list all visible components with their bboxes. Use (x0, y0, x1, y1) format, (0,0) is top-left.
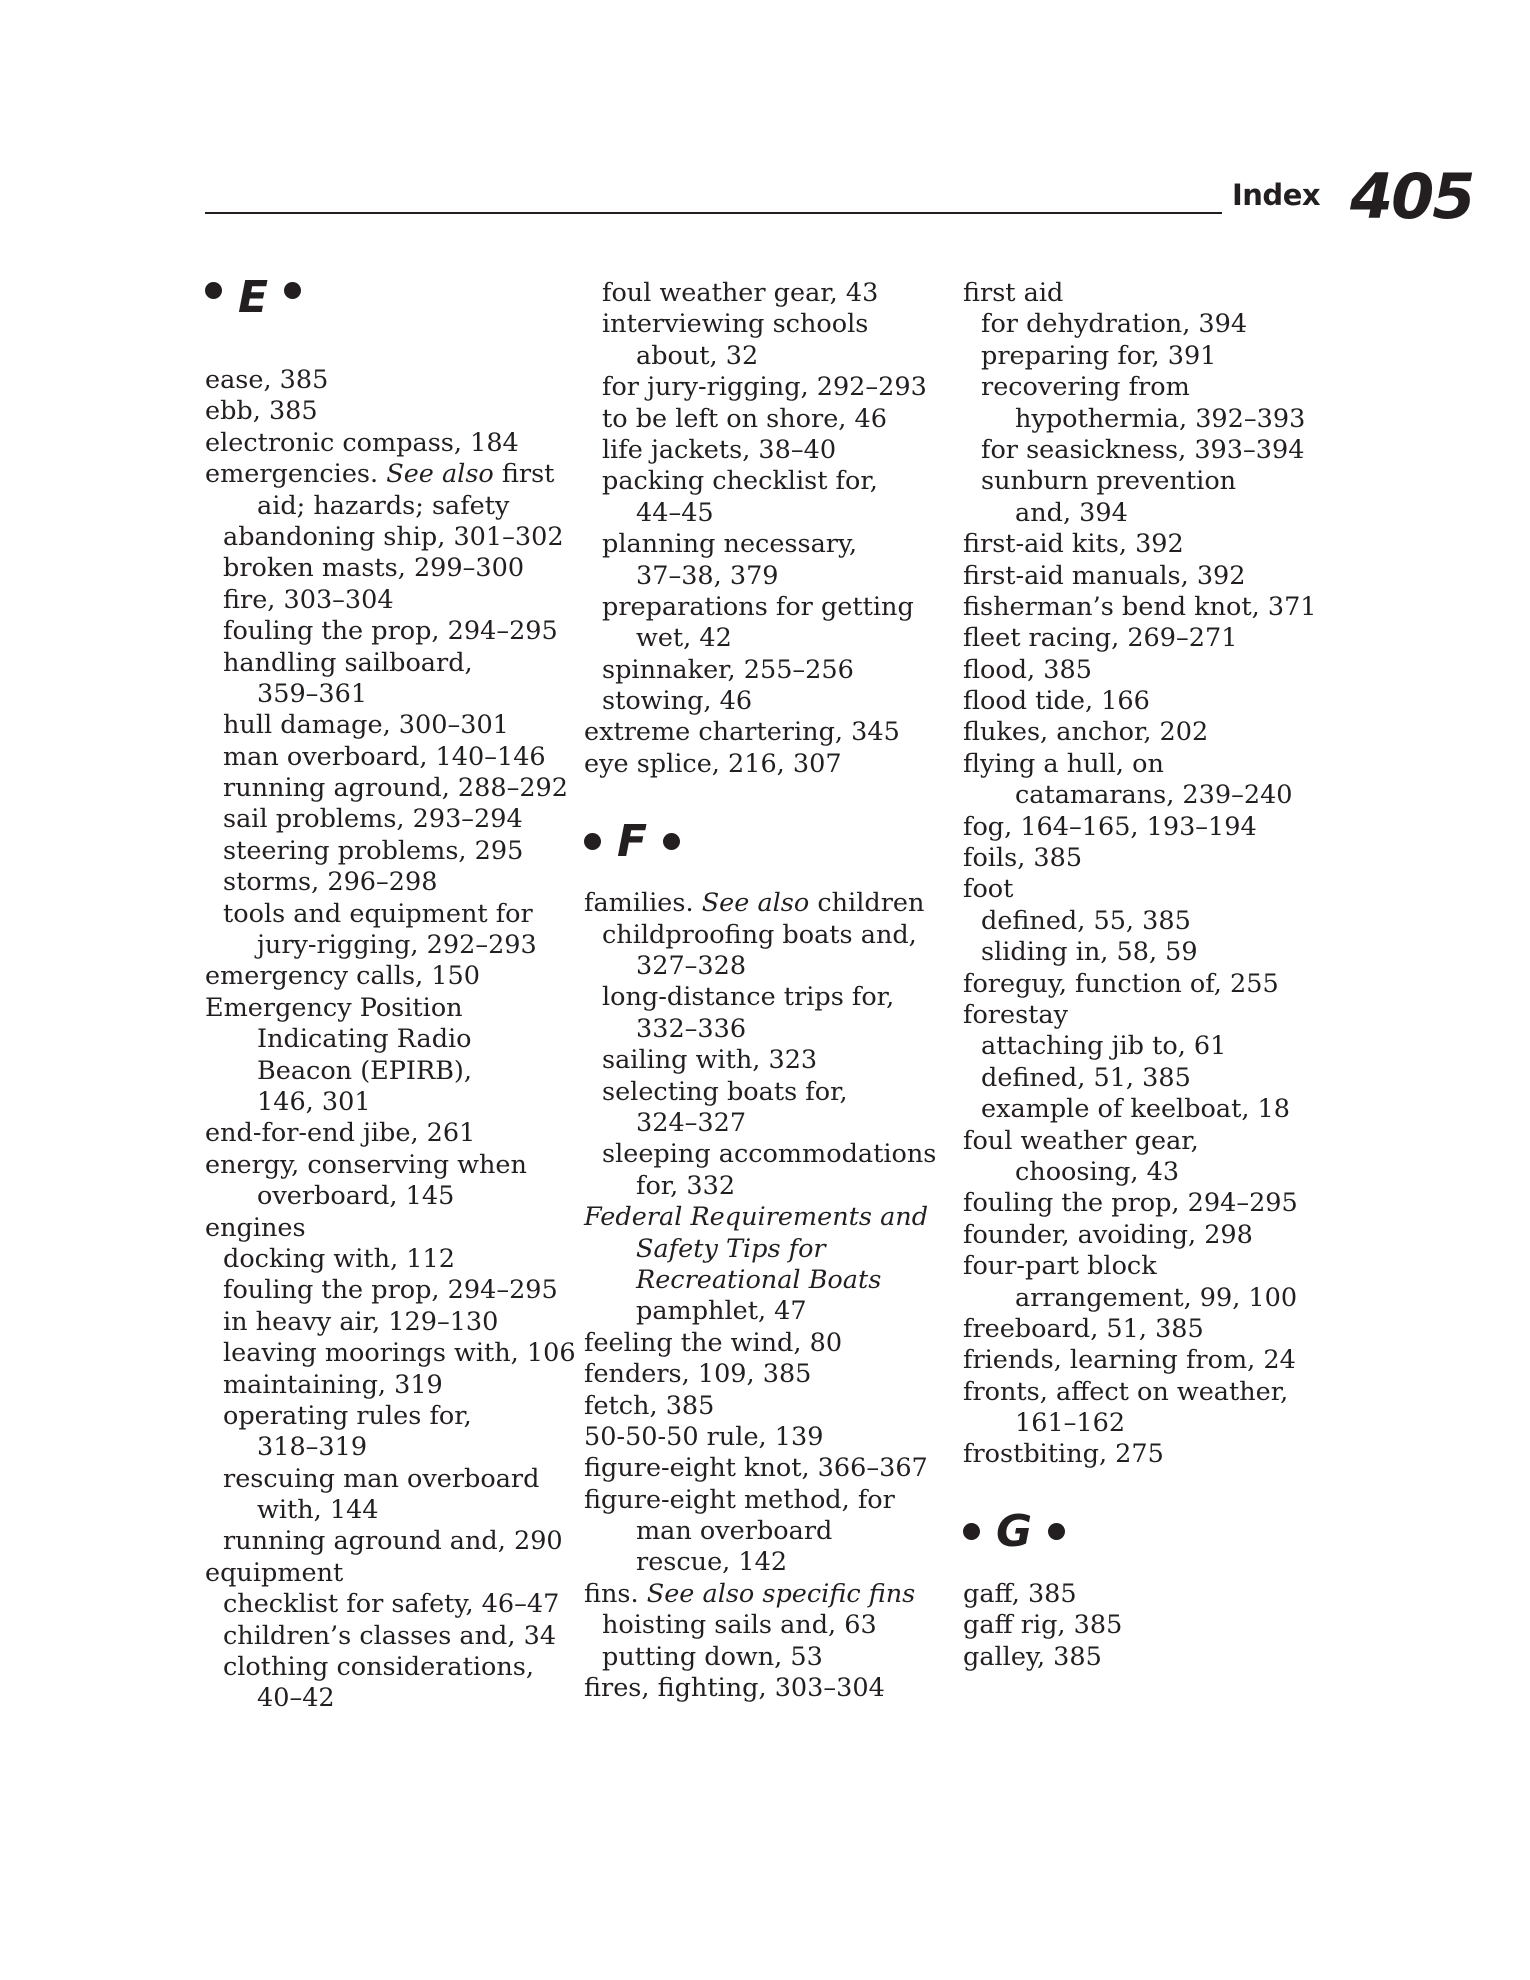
index-entry (963, 1610, 1333, 1641)
index-subentry (584, 686, 954, 717)
index-subentry (963, 309, 1333, 340)
entry-text: wet, 42 (636, 623, 732, 654)
entry-text: fouling the prop, 294–295 (963, 1188, 1298, 1219)
index-subentry (205, 1652, 565, 1683)
entry-text: defined, 55, 385 (981, 905, 1191, 936)
index-subentry (584, 1077, 954, 1108)
entry-text: ebb, 385 (205, 396, 318, 427)
entry-text: children’s classes and, 34 (223, 1620, 557, 1651)
index-subentry (963, 341, 1333, 372)
entry-text: sliding in, 58, 59 (981, 937, 1198, 968)
section-heading (963, 1485, 1333, 1579)
entry-text: foot (963, 874, 1014, 905)
index-entry (205, 961, 565, 992)
entry-text: gaff rig, 385 (963, 1610, 1123, 1641)
index-entry-continuation (205, 1056, 565, 1087)
entry-text: and, 394 (1015, 497, 1128, 528)
entry-text: foul weather gear, 43 (602, 278, 879, 308)
entry-text: maintaining, 319 (223, 1369, 443, 1400)
index-subentry (584, 309, 954, 340)
index-entry-continuation (205, 1683, 565, 1714)
entry-text: handling sailboard, (223, 647, 473, 678)
entry-text: Safety Tips for (636, 1233, 826, 1264)
index-entry-continuation (963, 1408, 1333, 1439)
entry-text: for dehydration, 394 (981, 309, 1248, 340)
index-entry-continuation (205, 1024, 565, 1055)
index-subentry (205, 804, 565, 835)
bullet-icon (284, 282, 301, 299)
entry-text: with, 144 (257, 1495, 379, 1526)
index-entry (963, 843, 1333, 874)
index-entry (963, 749, 1333, 780)
index-subentry (584, 404, 954, 435)
index-subentry (205, 867, 565, 898)
entry-text: planning necessary, (602, 529, 858, 560)
entry-text: eye splice, 216, 307 (584, 748, 842, 779)
index-entry-continuation (205, 1087, 565, 1118)
index-subentry (205, 773, 569, 804)
entry-text: clothing considerations, (223, 1652, 534, 1683)
index-entry-continuation (584, 1108, 954, 1139)
index-subentry (584, 1139, 954, 1170)
index-entry (205, 365, 565, 396)
index-subentry (205, 710, 565, 741)
entry-text: abandoning ship, 301–302 (223, 521, 564, 552)
entry-text: ease, 385 (205, 365, 329, 395)
entry-text: hoisting sails and, 63 (602, 1610, 877, 1641)
entry-text: attaching jib to, 61 (981, 1031, 1227, 1062)
entry-text: fisherman’s bend knot, 371 (963, 591, 1317, 622)
entry-text: defined, 51, 385 (981, 1062, 1191, 1093)
bullet-icon (205, 282, 222, 299)
entry-text: Emergency Position (205, 992, 463, 1023)
index-subentry (205, 742, 565, 773)
index-entry (963, 561, 1333, 592)
index-subentry (963, 435, 1333, 466)
entry-text: fouling the prop, 294–295 (223, 1275, 558, 1306)
entry-text: leaving moorings with, 106 (223, 1338, 576, 1369)
index-entry (205, 428, 565, 459)
index-entry (963, 1439, 1333, 1470)
entry-text: 146, 301 (257, 1086, 371, 1117)
index-entry (963, 812, 1333, 843)
index-entry-continuation (584, 1014, 954, 1045)
entry-text: operating rules for, (223, 1400, 472, 1431)
index-subentry (205, 899, 565, 930)
index-entry (584, 888, 954, 919)
entry-text: for seasickness, 393–394 (981, 434, 1305, 465)
entry-text: fetch, 385 (584, 1390, 715, 1421)
entry-text: arrangement, 99, 100 (1015, 1282, 1298, 1313)
entry-text: childproofing boats and, (602, 919, 917, 950)
entry-text: Indicating Radio (257, 1024, 472, 1055)
index-entry-continuation (584, 1265, 954, 1296)
entry-text: interviewing schools (602, 309, 869, 340)
entry-text: emergencies. (205, 459, 387, 490)
index-subentry (205, 1464, 565, 1495)
entry-text: preparations for getting (602, 591, 914, 622)
index-entry-continuation (584, 1296, 954, 1327)
index-entry-continuation (205, 1495, 565, 1526)
index-subentry (584, 1610, 954, 1641)
entry-text: for jury-rigging, 292–293 (602, 372, 927, 403)
entry-text: 161–162 (1015, 1408, 1126, 1439)
entry-text: See also (386, 459, 494, 490)
entry-text: gaff, 385 (963, 1578, 1077, 1609)
section-letter: G (996, 1506, 1033, 1558)
entry-text: man overboard (636, 1516, 833, 1547)
index-entry-continuation (963, 780, 1333, 811)
index-entry (584, 717, 954, 748)
entry-text: running aground and, 290 (223, 1526, 563, 1557)
entry-text: putting down, 53 (602, 1641, 823, 1672)
entry-text: preparing for, 391 (981, 340, 1217, 371)
section-letter: E (238, 272, 269, 323)
entry-text: emergency calls, 150 (205, 961, 480, 992)
index-subentry (963, 466, 1333, 497)
entry-text: hull damage, 300–301 (223, 710, 509, 741)
entry-text: tools and equipment for (223, 898, 533, 929)
entry-text: foul weather gear, (963, 1125, 1199, 1156)
entry-text: four-part block (963, 1251, 1157, 1282)
entry-text: electronic compass, 184 (205, 427, 519, 458)
index-entry (584, 1359, 954, 1390)
index-entry (963, 969, 1333, 1000)
index-entry (205, 993, 565, 1024)
entry-text: pamphlet, 47 (636, 1296, 807, 1327)
entry-text: rescuing man overboard (223, 1463, 540, 1494)
index-subentry (205, 648, 565, 679)
index-entry-continuation (584, 951, 954, 982)
index-entry (963, 623, 1333, 654)
entry-text: first-aid manuals, 392 (963, 560, 1246, 591)
index-subentry (963, 372, 1333, 403)
page-number: 405 (1350, 160, 1474, 233)
index-column-2 (584, 278, 954, 1704)
index-entry (963, 1251, 1333, 1282)
index-subentry (205, 553, 565, 584)
index-entry (963, 1642, 1333, 1673)
index-entry (963, 1126, 1333, 1157)
index-entry (963, 874, 1333, 905)
entry-text: frostbiting, 275 (963, 1439, 1164, 1470)
entry-text: families. (584, 888, 702, 919)
bullet-icon (584, 833, 601, 850)
entry-text: Federal Requirements and (584, 1202, 929, 1233)
entry-text: equipment (205, 1557, 344, 1588)
section-letter: F (617, 815, 648, 867)
entry-text: 40–42 (257, 1683, 335, 1714)
entry-text: fleet racing, 269–271 (963, 623, 1238, 654)
entry-text: overboard, 145 (257, 1181, 455, 1212)
index-entry (963, 1377, 1333, 1408)
index-subentry (205, 1244, 565, 1275)
entry-text: figure-eight knot, 366–367 (584, 1453, 928, 1484)
entry-text: children (809, 888, 925, 919)
index-entry (205, 396, 565, 427)
entry-text: flood tide, 166 (963, 686, 1150, 717)
running-header-label: Index (1232, 178, 1321, 212)
entry-text: engines (205, 1212, 306, 1243)
entry-text: 332–336 (636, 1013, 747, 1044)
entry-text: fronts, affect on weather, (963, 1376, 1289, 1407)
index-subentry (205, 616, 565, 647)
index-entry-continuation (205, 930, 565, 961)
index-subentry (205, 836, 565, 867)
index-entry-continuation (584, 498, 954, 529)
entry-text: recovering from (981, 372, 1190, 403)
index-subentry (584, 466, 954, 497)
entry-text: life jackets, 38–40 (602, 434, 837, 465)
index-entry-continuation (205, 1432, 565, 1463)
index-entry-continuation (205, 679, 565, 710)
index-entry (584, 1453, 954, 1484)
entry-text: forestay (963, 999, 1069, 1030)
entry-text: flying a hull, on (963, 748, 1164, 779)
entry-text: 318–319 (257, 1432, 368, 1463)
index-entry (584, 1202, 954, 1233)
entry-text: choosing, 43 (1015, 1156, 1180, 1187)
entry-text: founder, avoiding, 298 (963, 1219, 1253, 1250)
entry-text: flukes, anchor, 202 (963, 717, 1209, 748)
entry-text: first aid (963, 278, 1064, 308)
index-entry-continuation (963, 498, 1333, 529)
index-entry (963, 1188, 1333, 1219)
bullet-icon (1048, 1523, 1065, 1540)
index-entry (205, 1150, 565, 1181)
index-entry (584, 1328, 954, 1359)
entry-text: foils, 385 (963, 843, 1083, 874)
entry-text: packing checklist for, (602, 466, 878, 497)
entry-text: to be left on shore, 46 (602, 403, 887, 434)
entry-text: first-aid kits, 392 (963, 529, 1184, 560)
entry-text: foreguy, function of, 255 (963, 968, 1279, 999)
index-entry-continuation (205, 491, 565, 522)
index-entry (584, 1485, 954, 1516)
index-entry (963, 278, 1333, 309)
index-subentry (584, 1045, 954, 1076)
index-entry (584, 749, 954, 780)
index-subentry (963, 937, 1333, 968)
index-subentry (584, 982, 954, 1013)
entry-text: steering problems, 295 (223, 835, 524, 866)
index-entry (963, 655, 1333, 686)
index-entry-continuation (584, 561, 954, 592)
index-subentry (205, 1589, 565, 1620)
entry-text: 324–327 (636, 1107, 747, 1138)
index-subentry (584, 655, 954, 686)
index-entry (963, 1579, 1333, 1610)
entry-text: about, 32 (636, 340, 759, 371)
entry-text: galley, 385 (963, 1641, 1102, 1672)
index-entry-continuation (584, 1171, 954, 1202)
index-entry (205, 1118, 565, 1149)
index-subentry (205, 1338, 576, 1369)
entry-text: sleeping accommodations (602, 1139, 937, 1170)
index-subentry (584, 529, 954, 560)
entry-text: figure-eight method, for (584, 1484, 895, 1515)
entry-text: spinnaker, 255–256 (602, 654, 854, 685)
index-entry (963, 1220, 1333, 1251)
index-subentry (205, 522, 565, 553)
index-entry-continuation (205, 1181, 565, 1212)
index-entry-continuation (963, 1157, 1333, 1188)
entry-text: extreme chartering, 345 (584, 717, 900, 748)
index-subentry (963, 1031, 1333, 1062)
index-subentry (584, 278, 954, 309)
entry-text: friends, learning from, 24 (963, 1345, 1296, 1376)
index-entry (205, 1558, 565, 1589)
entry-text: sail problems, 293–294 (223, 804, 523, 835)
entry-text: fouling the prop, 294–295 (223, 616, 558, 647)
entry-text: fire, 303–304 (223, 584, 394, 615)
index-subentry (963, 1063, 1333, 1094)
index-entry (963, 1314, 1333, 1345)
index-entry (584, 1422, 954, 1453)
entry-text: See also specific fins (646, 1578, 916, 1609)
entry-text: 327–328 (636, 951, 747, 982)
index-subentry (205, 1526, 565, 1557)
index-entry-continuation (963, 404, 1333, 435)
index-subentry (205, 585, 565, 616)
index-entry (963, 1345, 1333, 1376)
entry-text: sailing with, 323 (602, 1045, 818, 1076)
index-subentry (584, 435, 954, 466)
entry-text: fog, 164–165, 193–194 (963, 811, 1257, 842)
entry-text: fenders, 109, 385 (584, 1359, 812, 1390)
entry-text: storms, 296–298 (223, 867, 438, 898)
index-entry (584, 1579, 954, 1610)
entry-text: 44–45 (636, 497, 714, 528)
entry-text: docking with, 112 (223, 1243, 455, 1274)
entry-text: man overboard, 140–146 (223, 741, 546, 772)
index-subentry (205, 1370, 565, 1401)
index-entry-continuation (963, 1283, 1333, 1314)
index-entry (963, 529, 1333, 560)
section-heading (584, 794, 954, 888)
entry-text: fins. (584, 1578, 647, 1609)
entry-text: broken masts, 299–300 (223, 553, 525, 584)
index-entry (584, 1391, 954, 1422)
index-entry (963, 717, 1333, 748)
index-entry (963, 592, 1333, 623)
index-entry (584, 1673, 954, 1704)
entry-text: sunburn prevention (981, 466, 1237, 497)
entry-text: checklist for safety, 46–47 (223, 1589, 560, 1620)
entry-text: running aground, 288–292 (223, 773, 569, 804)
entry-text: long-distance trips for, (602, 982, 895, 1013)
entry-text: See also (701, 888, 810, 919)
index-subentry (205, 1401, 565, 1432)
index-column-1 (205, 272, 576, 1715)
index-subentry (963, 1094, 1333, 1125)
bullet-icon (963, 1523, 980, 1540)
index-entry (205, 459, 565, 490)
index-subentry (963, 906, 1333, 937)
entry-text: stowing, 46 (602, 686, 753, 717)
index-entry-continuation (584, 341, 954, 372)
entry-text: for, 332 (636, 1170, 736, 1201)
index-column-3 (963, 278, 1333, 1673)
index-entry-continuation (584, 1234, 954, 1265)
entry-text: Recreational Boats (636, 1264, 882, 1295)
entry-text: fires, fighting, 303–304 (584, 1673, 885, 1704)
entry-text: Beacon (EPIRB), (257, 1055, 472, 1086)
index-entry-continuation (584, 623, 954, 654)
index-subentry (584, 592, 954, 623)
index-subentry (205, 1621, 565, 1652)
index-subentry (205, 1275, 565, 1306)
entry-text: rescue, 142 (636, 1547, 788, 1578)
entry-text: example of keelboat, 18 (981, 1094, 1291, 1125)
entry-text: selecting boats for, (602, 1076, 848, 1107)
index-subentry (584, 372, 954, 403)
index-subentry (584, 920, 954, 951)
bullet-icon (663, 833, 680, 850)
entry-text: jury-rigging, 292–293 (257, 930, 537, 961)
entry-text: 37–38, 379 (636, 560, 779, 591)
index-subentry (584, 1642, 954, 1673)
entry-text: feeling the wind, 80 (584, 1327, 843, 1358)
entry-text: energy, conserving when (205, 1149, 527, 1180)
entry-text: freeboard, 51, 385 (963, 1313, 1204, 1344)
index-subentry (205, 1307, 565, 1338)
index-entry-continuation (584, 1516, 954, 1547)
index-entry (205, 1213, 565, 1244)
entry-text: first (493, 459, 555, 490)
entry-text: hypothermia, 392–393 (1015, 403, 1306, 434)
index-entry (963, 686, 1333, 717)
entry-text: catamarans, 239–240 (1015, 780, 1293, 811)
entry-text: in heavy air, 129–130 (223, 1306, 499, 1337)
entry-text: 359–361 (257, 678, 368, 709)
entry-text: 50-50-50 rule, 139 (584, 1421, 824, 1452)
header-rule (205, 212, 1222, 214)
entry-text: flood, 385 (963, 654, 1092, 685)
entry-text: end-for-end jibe, 261 (205, 1118, 476, 1149)
entry-text: aid; hazards; safety (257, 490, 510, 521)
section-heading (205, 272, 565, 365)
index-entry-continuation (584, 1547, 954, 1578)
index-entry (963, 1000, 1333, 1031)
